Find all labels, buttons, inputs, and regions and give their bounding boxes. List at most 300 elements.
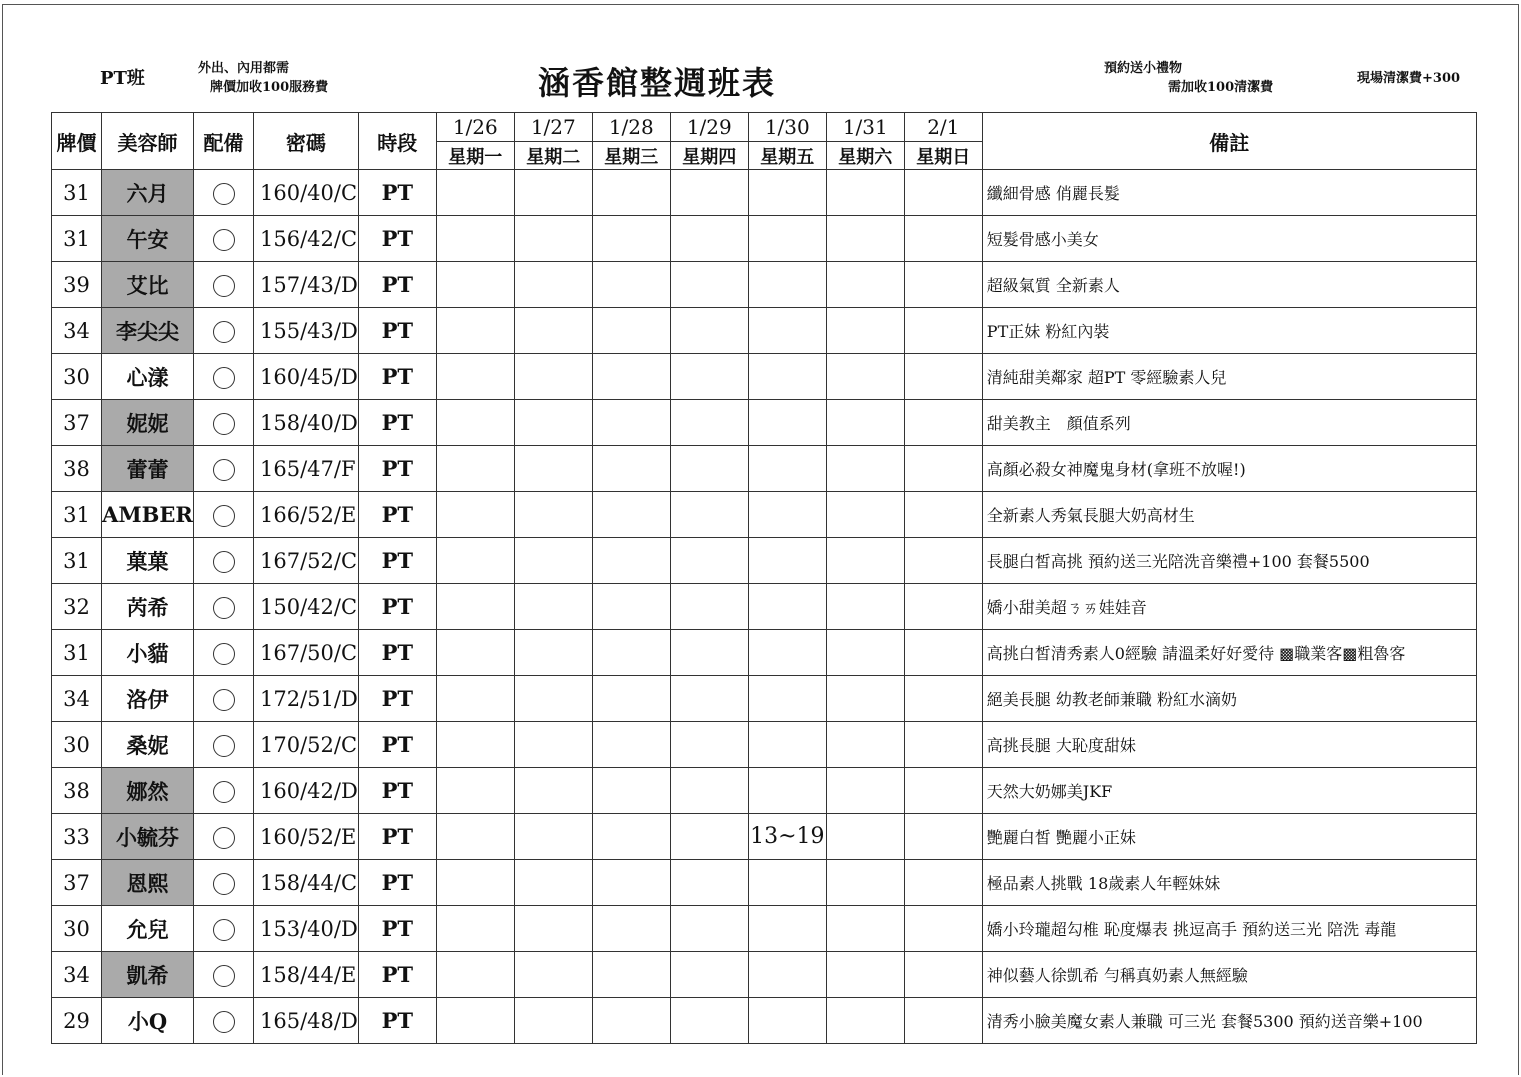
therapist-name-cell: 菓菓 — [102, 538, 194, 584]
schedule-day-cell — [904, 170, 982, 216]
price-cell: 38 — [52, 768, 102, 814]
price-cell: 34 — [52, 308, 102, 354]
password-cell: 170/52/C — [254, 722, 359, 768]
schedule-day-cell — [670, 446, 748, 492]
schedule-day-cell — [904, 722, 982, 768]
schedule-day-cell: 13~19 — [748, 814, 826, 860]
equip-cell — [194, 308, 254, 354]
schedule-day-cell — [670, 814, 748, 860]
password-cell: 158/44/E — [254, 952, 359, 998]
schedule-day-cell — [670, 998, 748, 1044]
therapist-name-cell: 洛伊 — [102, 676, 194, 722]
price-cell: 31 — [52, 216, 102, 262]
slot-cell: PT — [358, 584, 436, 630]
schedule-day-cell — [670, 630, 748, 676]
schedule-day-cell — [436, 676, 514, 722]
slot-cell: PT — [358, 262, 436, 308]
table-row — [52, 262, 1477, 308]
schedule-day-cell — [748, 538, 826, 584]
schedule-day-cell — [592, 952, 670, 998]
password-cell: 167/50/C — [254, 630, 359, 676]
schedule-day-cell — [748, 676, 826, 722]
table-row — [52, 722, 1477, 768]
therapist-name-cell: 桑妮 — [102, 722, 194, 768]
therapist-name-cell: 李尖尖 — [102, 308, 194, 354]
column-header-weekday: 星期四 — [670, 142, 748, 170]
schedule-day-cell — [826, 538, 904, 584]
schedule-day-cell — [592, 446, 670, 492]
therapist-name-cell: 小貓 — [102, 630, 194, 676]
schedule-day-cell — [436, 860, 514, 906]
table-row — [52, 492, 1477, 538]
schedule-day-cell — [826, 584, 904, 630]
schedule-day-cell — [514, 170, 592, 216]
schedule-day-cell — [904, 630, 982, 676]
schedule-day-cell — [592, 584, 670, 630]
schedule-day-cell — [826, 446, 904, 492]
schedule-day-cell — [436, 722, 514, 768]
table-row — [52, 998, 1477, 1044]
gift-note-line1: 預約送小禮物 — [1104, 61, 1183, 76]
circle-icon — [213, 689, 235, 711]
remark-cell: 全新素人秀氣長腿大奶高材生 — [982, 492, 1476, 538]
schedule-day-cell — [826, 906, 904, 952]
slot-cell: PT — [358, 722, 436, 768]
price-cell: 34 — [52, 676, 102, 722]
therapist-name-cell: 六月 — [102, 170, 194, 216]
equip-cell — [194, 768, 254, 814]
schedule-day-cell — [826, 170, 904, 216]
price-cell: 31 — [52, 630, 102, 676]
schedule-day-cell — [436, 492, 514, 538]
price-cell: 29 — [52, 998, 102, 1044]
schedule-day-cell — [904, 676, 982, 722]
schedule-day-cell — [436, 538, 514, 584]
remark-cell: 嬌小甜美超ㄋㄞ娃娃音 — [982, 584, 1476, 630]
table-row — [52, 814, 1477, 860]
schedule-day-cell — [592, 722, 670, 768]
remark-cell: 天然大奶娜美JKF — [982, 768, 1476, 814]
equip-cell — [194, 170, 254, 216]
column-header-date: 1/27 — [514, 113, 592, 142]
remark-cell: 長腿白皙高挑 預約送三光陪洗音樂禮+100 套餐5500 — [982, 538, 1476, 584]
schedule-day-cell — [670, 308, 748, 354]
schedule-day-cell — [748, 400, 826, 446]
circle-icon — [213, 643, 235, 665]
slot-cell: PT — [358, 906, 436, 952]
schedule-day-cell — [514, 308, 592, 354]
schedule-day-cell — [826, 492, 904, 538]
circle-icon — [213, 551, 235, 573]
schedule-day-cell — [436, 768, 514, 814]
table-row — [52, 216, 1477, 262]
schedule-day-cell — [592, 906, 670, 952]
schedule-day-cell — [436, 354, 514, 400]
password-cell: 160/52/E — [254, 814, 359, 860]
password-cell: 158/44/C — [254, 860, 359, 906]
equip-cell — [194, 860, 254, 906]
remark-cell: 高挑白皙清秀素人0經驗 請溫柔好好愛待 ▩職業客▩粗魯客 — [982, 630, 1476, 676]
schedule-day-cell — [748, 998, 826, 1044]
therapist-name-cell: 小Q — [102, 998, 194, 1044]
remark-cell: 纖細骨感 俏麗長髮 — [982, 170, 1476, 216]
column-header-date: 1/30 — [748, 113, 826, 142]
equip-cell — [194, 814, 254, 860]
column-header-weekday: 星期二 — [514, 142, 592, 170]
table-row — [52, 354, 1477, 400]
price-cell: 31 — [52, 538, 102, 584]
equip-cell — [194, 354, 254, 400]
schedule-day-cell — [436, 906, 514, 952]
remark-cell: 清秀小臉美魔女素人兼職 可三光 套餐5300 預約送音樂+100 — [982, 998, 1476, 1044]
equip-cell — [194, 998, 254, 1044]
schedule-day-cell — [748, 492, 826, 538]
password-cell: 172/51/D — [254, 676, 359, 722]
schedule-day-cell — [670, 538, 748, 584]
schedule-day-cell — [826, 216, 904, 262]
schedule-day-cell — [514, 814, 592, 860]
schedule-day-cell — [904, 262, 982, 308]
schedule-day-cell — [748, 584, 826, 630]
schedule-day-cell — [592, 308, 670, 354]
slot-cell: PT — [358, 446, 436, 492]
therapist-name-cell: 妮妮 — [102, 400, 194, 446]
circle-icon — [213, 781, 235, 803]
circle-icon — [213, 229, 235, 251]
remark-cell: 高顏必殺女神魔鬼身材(拿班不放喔!) — [982, 446, 1476, 492]
remark-cell: 短髮骨感小美女 — [982, 216, 1476, 262]
slot-cell: PT — [358, 952, 436, 998]
schedule-day-cell — [670, 768, 748, 814]
equip-cell — [194, 262, 254, 308]
schedule-day-cell — [826, 998, 904, 1044]
schedule-day-cell — [514, 492, 592, 538]
circle-icon — [213, 321, 235, 343]
schedule-day-cell — [904, 354, 982, 400]
circle-icon — [213, 1011, 235, 1033]
password-cell: 160/45/D — [254, 354, 359, 400]
circle-icon — [213, 873, 235, 895]
schedule-day-cell — [826, 354, 904, 400]
schedule-day-cell — [592, 538, 670, 584]
remark-cell: 極品素人挑戰 18歲素人年輕妹妹 — [982, 860, 1476, 906]
schedule-day-cell — [514, 952, 592, 998]
schedule-day-cell — [904, 216, 982, 262]
schedule-day-cell — [670, 354, 748, 400]
schedule-day-cell — [436, 630, 514, 676]
schedule-day-cell — [826, 262, 904, 308]
equip-cell — [194, 538, 254, 584]
schedule-day-cell — [514, 860, 592, 906]
password-cell: 160/40/C — [254, 170, 359, 216]
table-row — [52, 952, 1477, 998]
table-row — [52, 584, 1477, 630]
schedule-day-cell — [826, 630, 904, 676]
schedule-day-cell — [514, 446, 592, 492]
slot-cell: PT — [358, 860, 436, 906]
schedule-day-cell — [748, 446, 826, 492]
slot-cell: PT — [358, 354, 436, 400]
circle-icon — [213, 919, 235, 941]
column-header-date: 1/26 — [436, 113, 514, 142]
schedule-day-cell — [592, 768, 670, 814]
schedule-day-cell — [592, 676, 670, 722]
price-cell: 30 — [52, 722, 102, 768]
password-cell: 166/52/E — [254, 492, 359, 538]
schedule-day-cell — [748, 262, 826, 308]
schedule-day-cell — [826, 952, 904, 998]
schedule-day-cell — [436, 952, 514, 998]
schedule-day-cell — [904, 814, 982, 860]
table-row — [52, 906, 1477, 952]
schedule-day-cell — [436, 584, 514, 630]
schedule-day-cell — [904, 584, 982, 630]
schedule-day-cell — [592, 860, 670, 906]
schedule-table — [51, 112, 1477, 1044]
circle-icon — [213, 367, 235, 389]
column-header-date: 1/29 — [670, 113, 748, 142]
schedule-day-cell — [904, 400, 982, 446]
circle-icon — [213, 965, 235, 987]
schedule-day-cell — [670, 906, 748, 952]
slot-cell: PT — [358, 768, 436, 814]
slot-cell: PT — [358, 216, 436, 262]
schedule-day-cell — [592, 170, 670, 216]
slot-cell: PT — [358, 400, 436, 446]
price-cell: 30 — [52, 354, 102, 400]
table-row — [52, 768, 1477, 814]
therapist-name-cell: 芮希 — [102, 584, 194, 630]
schedule-day-cell — [904, 860, 982, 906]
circle-icon — [213, 597, 235, 619]
price-cell: 33 — [52, 814, 102, 860]
password-cell: 155/43/D — [254, 308, 359, 354]
column-header-slot: 時段 — [358, 113, 436, 170]
therapist-name-cell: 允兒 — [102, 906, 194, 952]
column-header-date: 1/28 — [592, 113, 670, 142]
therapist-name-cell: 午安 — [102, 216, 194, 262]
slot-cell: PT — [358, 676, 436, 722]
price-cell: 37 — [52, 860, 102, 906]
remark-cell: PT正妹 粉紅內裝 — [982, 308, 1476, 354]
schedule-day-cell — [514, 630, 592, 676]
therapist-name-cell: 恩熙 — [102, 860, 194, 906]
schedule-day-cell — [748, 170, 826, 216]
service-fee-note-line1: 外出、內用都需 — [198, 61, 290, 76]
schedule-day-cell — [670, 400, 748, 446]
remark-cell: 甜美教主 顏值系列 — [982, 400, 1476, 446]
equip-cell — [194, 952, 254, 998]
equip-cell — [194, 400, 254, 446]
schedule-day-cell — [826, 722, 904, 768]
remark-cell: 高挑長腿 大恥度甜妹 — [982, 722, 1476, 768]
schedule-day-cell — [826, 768, 904, 814]
page-title: 涵香館整週班表 — [538, 64, 777, 102]
circle-icon — [213, 459, 235, 481]
remark-cell: 超級氣質 全新素人 — [982, 262, 1476, 308]
remark-cell: 神似藝人徐凱希 勻稱真奶素人無經驗 — [982, 952, 1476, 998]
schedule-day-cell — [436, 170, 514, 216]
circle-icon — [213, 275, 235, 297]
circle-icon — [213, 827, 235, 849]
table-row — [52, 400, 1477, 446]
schedule-day-cell — [670, 676, 748, 722]
schedule-day-cell — [514, 676, 592, 722]
therapist-name-cell: 凱希 — [102, 952, 194, 998]
remark-cell: 艷麗白皙 艷麗小正妹 — [982, 814, 1476, 860]
schedule-day-cell — [748, 860, 826, 906]
schedule-day-cell — [904, 998, 982, 1044]
schedule-day-cell — [514, 354, 592, 400]
equip-cell — [194, 216, 254, 262]
price-cell: 31 — [52, 492, 102, 538]
therapist-name-cell: AMBER — [102, 492, 194, 538]
slot-cell: PT — [358, 170, 436, 216]
column-header-weekday: 星期一 — [436, 142, 514, 170]
column-header-name: 美容師 — [102, 113, 194, 170]
table-row — [52, 630, 1477, 676]
schedule-day-cell — [826, 400, 904, 446]
schedule-day-cell — [592, 262, 670, 308]
schedule-day-cell — [436, 262, 514, 308]
password-cell: 153/40/D — [254, 906, 359, 952]
table-row — [52, 676, 1477, 722]
circle-icon — [213, 505, 235, 527]
schedule-day-cell — [748, 906, 826, 952]
slot-cell: PT — [358, 308, 436, 354]
price-cell: 32 — [52, 584, 102, 630]
schedule-day-cell — [514, 216, 592, 262]
equip-cell — [194, 630, 254, 676]
schedule-day-cell — [904, 952, 982, 998]
schedule-day-cell — [670, 584, 748, 630]
password-cell: 165/48/D — [254, 998, 359, 1044]
class-label: PT班 — [100, 68, 145, 89]
schedule-day-cell — [748, 354, 826, 400]
schedule-day-cell — [670, 170, 748, 216]
slot-cell: PT — [358, 814, 436, 860]
schedule-day-cell — [748, 952, 826, 998]
remark-cell: 嬌小玲瓏超勾椎 恥度爆表 挑逗高手 預約送三光 陪洗 毒龍 — [982, 906, 1476, 952]
schedule-day-cell — [514, 262, 592, 308]
therapist-name-cell: 小毓芬 — [102, 814, 194, 860]
schedule-day-cell — [904, 446, 982, 492]
schedule-day-cell — [904, 768, 982, 814]
schedule-day-cell — [748, 722, 826, 768]
price-cell: 37 — [52, 400, 102, 446]
schedule-day-cell — [592, 400, 670, 446]
password-cell: 157/43/D — [254, 262, 359, 308]
schedule-day-cell — [826, 676, 904, 722]
password-cell: 160/42/D — [254, 768, 359, 814]
remark-cell: 清純甜美鄰家 超PT 零經驗素人兒 — [982, 354, 1476, 400]
schedule-day-cell — [436, 308, 514, 354]
schedule-day-cell — [436, 446, 514, 492]
schedule-day-cell — [592, 814, 670, 860]
schedule-day-cell — [670, 722, 748, 768]
column-header-weekday: 星期日 — [904, 142, 982, 170]
schedule-day-cell — [748, 768, 826, 814]
therapist-name-cell: 蕾蕾 — [102, 446, 194, 492]
schedule-day-cell — [670, 216, 748, 262]
equip-cell — [194, 906, 254, 952]
schedule-day-cell — [904, 492, 982, 538]
column-header-weekday: 星期三 — [592, 142, 670, 170]
table-row — [52, 170, 1477, 216]
slot-cell: PT — [358, 630, 436, 676]
schedule-day-cell — [514, 998, 592, 1044]
schedule-day-cell — [514, 538, 592, 584]
column-header-date: 1/31 — [826, 113, 904, 142]
schedule-day-cell — [436, 814, 514, 860]
schedule-day-cell — [904, 308, 982, 354]
price-cell: 30 — [52, 906, 102, 952]
gift-note-line2: 需加收100清潔費 — [1168, 80, 1274, 95]
service-fee-note-line2: 牌價加收100服務費 — [210, 80, 329, 95]
schedule-day-cell — [514, 722, 592, 768]
equip-cell — [194, 584, 254, 630]
column-header-weekday: 星期五 — [748, 142, 826, 170]
table-row — [52, 538, 1477, 584]
schedule-day-cell — [592, 998, 670, 1044]
schedule-day-cell — [592, 630, 670, 676]
therapist-name-cell: 艾比 — [102, 262, 194, 308]
equip-cell — [194, 492, 254, 538]
schedule-day-cell — [748, 630, 826, 676]
password-cell: 158/40/D — [254, 400, 359, 446]
price-cell: 31 — [52, 170, 102, 216]
schedule-day-cell — [670, 492, 748, 538]
schedule-day-cell — [592, 216, 670, 262]
column-header-password: 密碼 — [254, 113, 359, 170]
schedule-day-cell — [436, 400, 514, 446]
schedule-day-cell — [514, 400, 592, 446]
schedule-day-cell — [826, 308, 904, 354]
schedule-day-cell — [436, 216, 514, 262]
schedule-day-cell — [670, 952, 748, 998]
equip-cell — [194, 446, 254, 492]
schedule-day-cell — [514, 906, 592, 952]
cleaning-fee-note: 現場清潔費+300 — [1357, 71, 1461, 86]
password-cell: 156/42/C — [254, 216, 359, 262]
column-header-weekday: 星期六 — [826, 142, 904, 170]
schedule-day-cell — [436, 998, 514, 1044]
schedule-day-cell — [514, 768, 592, 814]
password-cell: 167/52/C — [254, 538, 359, 584]
slot-cell: PT — [358, 998, 436, 1044]
price-cell: 34 — [52, 952, 102, 998]
price-cell: 38 — [52, 446, 102, 492]
schedule-day-cell — [748, 308, 826, 354]
column-header-remark: 備註 — [982, 113, 1476, 170]
slot-cell: PT — [358, 538, 436, 584]
slot-cell: PT — [358, 492, 436, 538]
schedule-day-cell — [592, 354, 670, 400]
column-header-date: 2/1 — [904, 113, 982, 142]
table-row — [52, 860, 1477, 906]
schedule-day-cell — [748, 216, 826, 262]
schedule-day-cell — [670, 262, 748, 308]
schedule-day-cell — [904, 538, 982, 584]
column-header-price: 牌價 — [52, 113, 102, 170]
password-cell: 150/42/C — [254, 584, 359, 630]
schedule-day-cell — [826, 814, 904, 860]
circle-icon — [213, 413, 235, 435]
circle-icon — [213, 735, 235, 757]
price-cell: 39 — [52, 262, 102, 308]
schedule-day-cell — [826, 860, 904, 906]
schedule-day-cell — [904, 906, 982, 952]
